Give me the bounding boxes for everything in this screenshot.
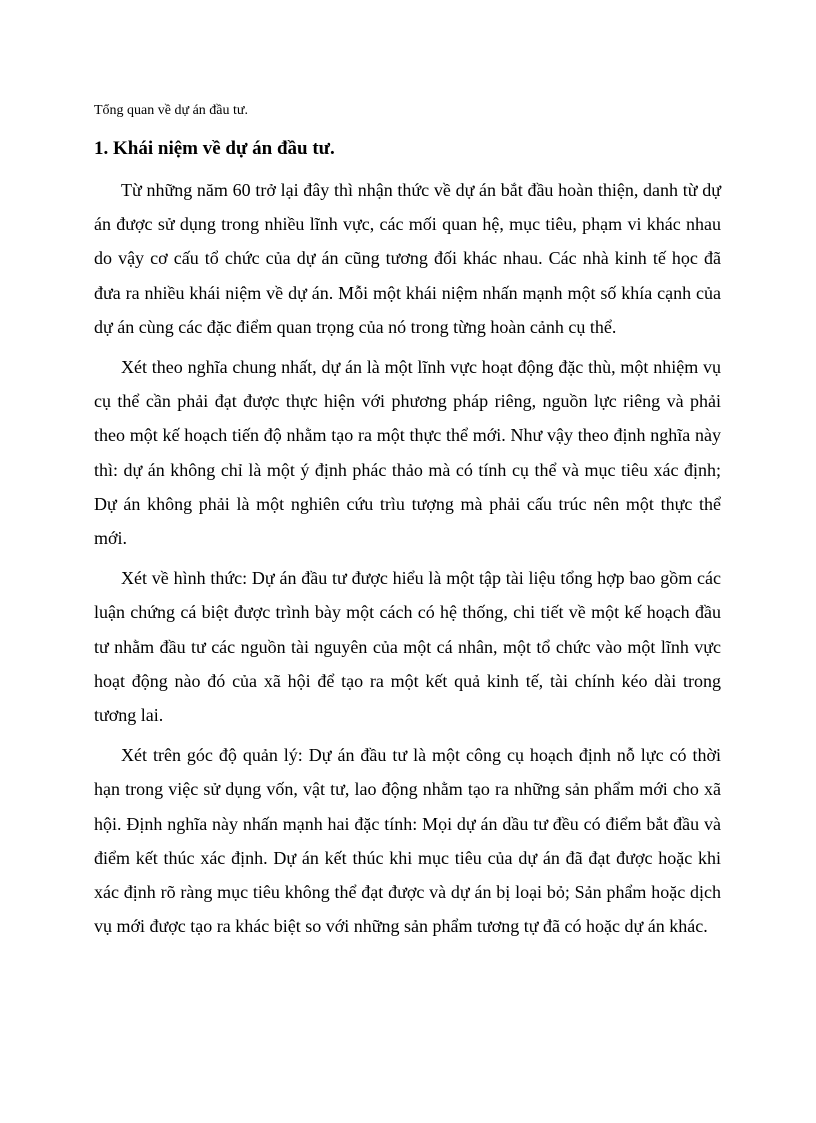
document-body (94, 173, 721, 949)
section-title: 1. Khái niệm về dự án đầu tư. (94, 138, 335, 159)
document-subtitle: Tổng quan về dự án đầu tư. (94, 103, 248, 118)
paragraph-3: Xét về hình thức: Dự án đầu tư được hiểu là một tập tài liệu tổng hợp bao gồm các luận chứng cá biệt được trình bày một cách có hệ thống, chi tiết về một kế hoạch đầu tư nhằm đầu tư các nguồn tài nguyên của một cá nhân, một tổ chức vào một lĩnh vực hoạt động nào đó của xã hội để tạo ra một kết quả kinh tế, tài chính kéo dài trong tương lai. (94, 568, 721, 726)
paragraph-2: Xét theo nghĩa chung nhất, dự án là một lĩnh vực hoạt động đặc thù, một nhiệm vụ cụ thể cần phải đạt được thực hiện với phương pháp riêng, nguồn lực riêng và phải theo một kế hoạch tiến độ nhằm tạo ra một thực thể mới. Như vậy theo định nghĩa này thì: dự án không chỉ là một ý định phác thảo mà có tính cụ thể và mục tiêu xác định; Dự án không phải là một nghiên cứu trìu tượng mà phải cấu trúc nên một thực thể mới. (94, 357, 721, 549)
paragraph-4: Xét trên góc độ quản lý: Dự án đầu tư là một công cụ hoạch định nỗ lực có thời hạn trong việc sử dụng vốn, vật tư, lao động nhằm tạo ra những sản phẩm mới cho xã hội. Định nghĩa này nhấn mạnh hai đặc tính: Mọi dự án dầu tư đều có điểm bắt đầu và điểm kết thúc xác định. Dự án kết thúc khi mục tiêu của dự án đã đạt được hoặc khi xác định rõ ràng mục tiêu không thể đạt được và dự án bị loại bỏ; Sản phẩm hoặc dịch vụ mới được tạo ra khác biệt so với những sản phẩm tương tự đã có hoặc dự án khác. (94, 745, 721, 937)
paragraph-1: Từ những năm 60 trở lại đây thì nhận thức về dự án bắt đầu hoàn thiện, danh từ dự án được sử dụng trong nhiều lĩnh vực, các mối quan hệ, mục tiêu, phạm vi khác nhau do vậy cơ cấu tổ chức của dự án cũng tương đối khác nhau. Các nhà kinh tế học đã đưa ra nhiều khái niệm về dự án. Mỗi một khái niệm nhấn mạnh một số khía cạnh của dự án cùng các đặc điểm quan trọng của nó trong từng hoàn cảnh cụ thể. (94, 180, 721, 337)
